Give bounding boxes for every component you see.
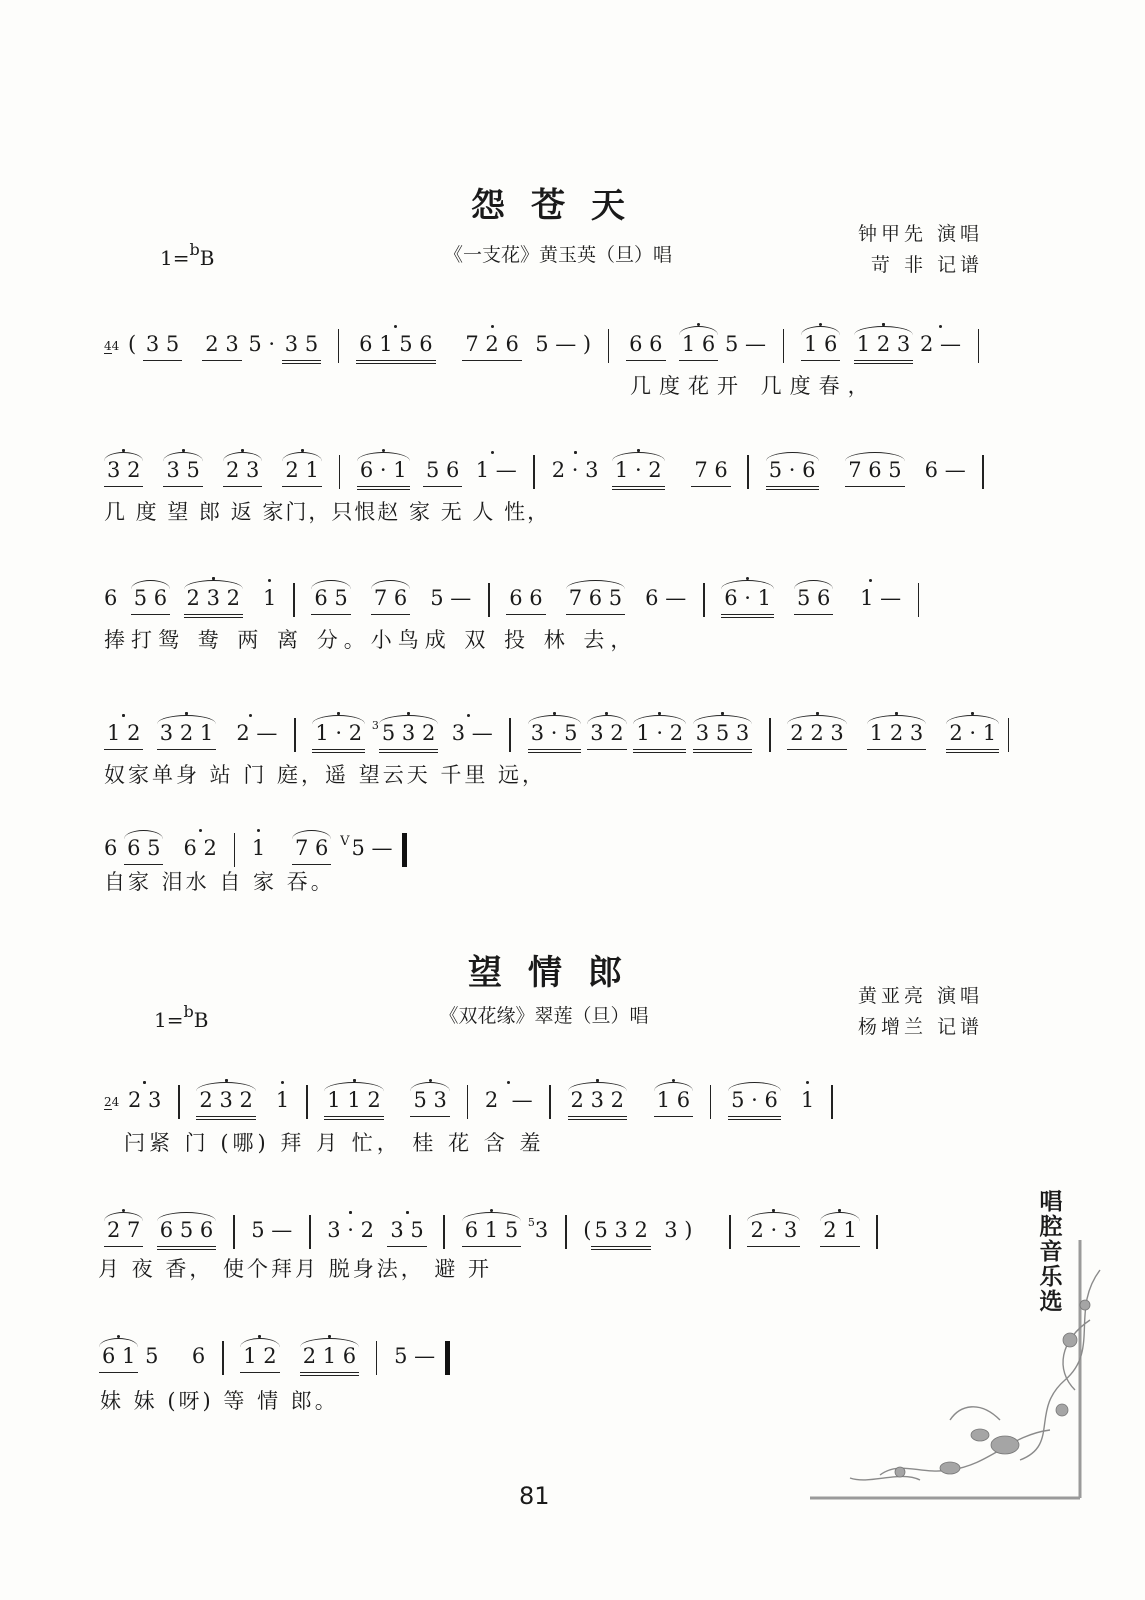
notation-line: 6 5 6 2 3 2 1 6 5 7 6 5 — 6 6 7 6 5 6 — 6 · 1 5 6 1 — (104, 580, 929, 610)
key-signature (160, 240, 214, 270)
lyric-line: 奴家单身 站 门 庭，遥 望云天 千里 远， (104, 763, 547, 787)
side-section-label: 唱腔音乐选 (1039, 1189, 1063, 1315)
performer-credit: 黄亚亮 演唱 (857, 985, 983, 1007)
transcriber-credit: 杨增兰 记谱 (857, 1016, 983, 1038)
lyric-line: 捧打鸳 鸯 两 离 分。小鸟成 双 投 林 去， (104, 628, 638, 652)
grace-note: 5 (527, 1216, 535, 1229)
notation-line: 24 2 3 2 3 2 1 1 1 2 5 3 2 — 2 3 2 1 6 5 · 6 1 (104, 1082, 843, 1112)
lyric-line: 几 度 望 郎 返 家门，只恨赵 家 无 人 性， (104, 500, 551, 524)
song-title: 望情郎 (468, 953, 648, 993)
final-barline (402, 833, 407, 867)
time-signature: 44 (104, 338, 120, 353)
time-signature: 24 (104, 1094, 120, 1109)
key-signature (154, 1002, 208, 1032)
flat-sign: b (189, 240, 200, 259)
notation-line: 2 7 6 5 6 5 — 3 · 2 3 5 6 1 5 53 ( 5 3 2 3 ) 2 · 3 2 1 (104, 1208, 888, 1238)
floral-corner-ornament (800, 1230, 1110, 1530)
key-label: 1= (160, 246, 190, 270)
flat-sign: b (183, 1002, 194, 1021)
lyric-line: 月 夜 香， 使个拜月 脱身法， 避 开 (98, 1257, 493, 1281)
transcriber-credit: 苛 非 记谱 (870, 254, 983, 276)
breath-mark: V (340, 834, 350, 849)
credits (858, 219, 983, 281)
lyric-line: 几度花开 几度春， (630, 374, 877, 398)
key-note: B (199, 246, 215, 270)
source-attribution: 《双花缘》翠莲（旦）唱 (439, 1005, 649, 1027)
credits (858, 981, 983, 1043)
notation-line: 3 2 3 5 2 3 2 1 6 · 1 5 6 1 — 2 · 3 1 · 2 7 6 5 · 6 7 6 5 6 — (104, 452, 994, 482)
notation-line: 6 1 5 6 1 2 2 1 6 5 — (99, 1338, 450, 1368)
page-number: 81 (519, 1482, 550, 1510)
lyric-line: 自家 泪水 自 家 吞。 (104, 870, 335, 894)
key-note: B (193, 1008, 209, 1032)
notation-line: 6 6 5 6 2 1 7 6 V5 — (104, 827, 407, 857)
source-attribution: 《一支花》黄玉英（旦）唱 (443, 244, 673, 266)
song-title: 怨苍天 (471, 186, 651, 226)
lyric-line: 闩紧 门 (哪) 拜 月 忙， 桂 花 含 羞 (124, 1131, 545, 1155)
notation-line: 44 ( 3 5 2 3 5 · 3 5 6 1 5 6 7 2 6 5 — ) 6 6 1 6 5 — 1 6 1 2 3 2 — (104, 326, 989, 356)
performer-credit: 钟甲先 演唱 (857, 223, 983, 245)
lyric-line: 妹 妹 (呀) 等 情 郎。 (100, 1389, 339, 1413)
key-label: 1= (154, 1008, 184, 1032)
final-barline (445, 1341, 450, 1375)
grace-note: 3 (371, 719, 379, 732)
notation-line: 1 2 3 2 1 2 — 1 · 2 3 5 3 2 3 — 3 · 5 3 2 1 · 2 3 5 3 2 2 3 1 2 3 2 · 1 (104, 711, 1019, 741)
